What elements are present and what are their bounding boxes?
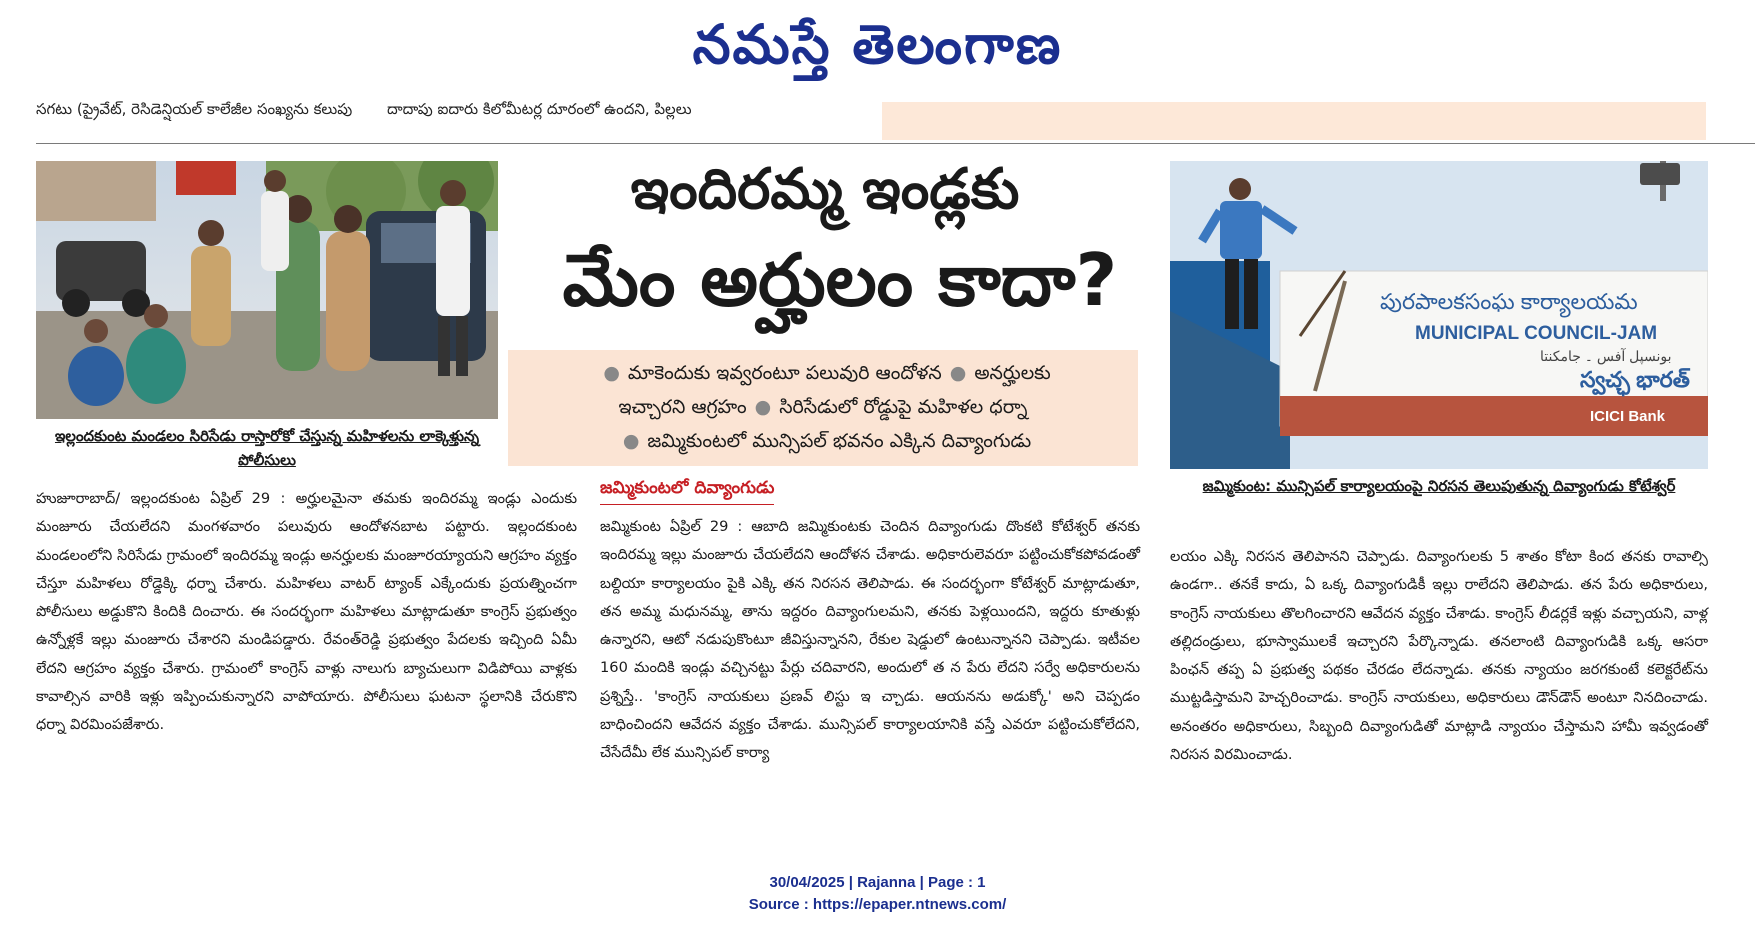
section-divider (36, 143, 1755, 144)
article-text-left: హుజూరాబాద్/ ఇల్లందకుంట ఏప్రిల్ 29 : అర్హులమైనా తమకు ఇందిరమ్మ ఇండ్లు ఎందుకు మంజూరు చేయలేదని మంగళవారం పలువురు ఆందోళనబాట పట్టారు. ఇల్లందకుంట మండలంలోని సిరిసేడు గ్రామంలో ఇందిరమ్మ ఇండ్లు అనర్హులకు మంజూరయ్యాయని ఆగ్రహం వ్యక్తం చేస్తూ మహిళలు రోడ్డెక్కి ధర్నా చేశారు. మహిళలు వాటర్ ట్యాంక్ ఎక్కేందుకు ప్రయత్నించగా పోలీసులు అడ్డుకొని కిందికి దించారు. ఈ సందర్భంగా మహిళలు మాట్లాడుతూ కాంగ్రెస్ ప్రభుత్వం ఉన్నోళ్లకే ఇల్లు మంజూరు చేశారని మండిపడ్డారు. రేవంత్‌రెడ్డి ప్రభుత్వం పేదలకు ఇచ్చింది ఏమీ లేదని ఆగ్రహం వ్యక్తం చేశారు. గ్రామంలో కాంగ్రెస్ వాళ్లు నాలుగు బ్యాచులుగా విడిపోయి వాళ్లకు కావాల్సిన వారికి ఇళ్లు ఇప్పించుకున్నారని వాపోయారు. పోలీసులు ఘటనా స్థలానికి చేరుకొని ధర్నా విరమింపజేశారు. (36, 490, 577, 734)
sign-bank: ICICI Bank (1590, 408, 1666, 425)
top-strip-shade (882, 102, 1706, 140)
footer-date-page: 30/04/2025 | Rajanna | Page : 1 (769, 874, 986, 891)
article-column-right (1170, 543, 1708, 769)
top-strip-right-text: దాదాపు ఐదారు కిలోమీటర్ల దూరంలో ఉందని, పిల్లలు (387, 100, 692, 118)
top-strip-left-text: సగటు (ప్రైవేట్, రెసిడెన్షియల్ కాలేజీల సంఖ్యను కలుపు (36, 100, 353, 118)
highlight-text: మాకెందుకు ఇవ్వరంటూ పలువురి ఆందోళన (627, 362, 942, 384)
bullet-dot-icon: ● (754, 396, 772, 418)
bullet-dot-icon: ● (949, 362, 967, 384)
highlight-text: జమ్మికుంటలో మున్సిపల్ భవనం ఎక్కిన దివ్యాంగుడు (647, 430, 1032, 452)
municipal-photo-caption-text: జమ్మికుంట: మున్సిపల్ కార్యాలయంపై నిరసన తెలుపుతున్న దివ్యాంగుడు కోటేశ్వర్ (1202, 477, 1676, 495)
highlight-line-2 (508, 390, 1138, 424)
sign-telugu: పురపాలకసంఘ కార్యాలయమ (1380, 289, 1638, 314)
highlight-text: అనర్హులకు (974, 362, 1051, 384)
highlight-text: ఇచ్చారని ఆగ్రహం (618, 396, 747, 418)
sign-swachh: స్వచ్ఛ భారత్ (1580, 367, 1690, 392)
highlight-line-3 (508, 424, 1138, 458)
subheading: జమ్మికుంటలో దివ్యాంగుడు (600, 478, 774, 505)
highlight-line-1 (508, 356, 1138, 390)
headline-line-1: ఇందిరమ్మ ఇండ్లకు (630, 157, 1020, 222)
sign-english: MUNICIPAL COUNCIL-JAM (1415, 323, 1658, 344)
top-strip (36, 100, 722, 122)
sign-urdu: بونسپل آفس ۔ جامکنتا (1540, 348, 1672, 364)
bullet-dot-icon: ● (603, 362, 620, 384)
protest-photo-caption (36, 424, 498, 472)
protest-photo (36, 161, 498, 419)
protest-photo-caption-text: ఇల్లందకుంట మండలం సిరిసేడు రాస్తారోకో చేస్తున్న మహిళలను లాక్కెళ్తున్న పోలీసులు (54, 427, 480, 469)
masthead-title: నమస్తే తెలంగాణ (692, 12, 1063, 76)
article-text-middle: జమ్మికుంట ఏప్రిల్ 29 : ఆబాది జమ్మికుంటకు చెందిన దివ్యాంగుడు దొంకటి కోటేశ్వర్ తనకు ఇందిరమ్మ ఇల్లు మంజూరు చేయలేదని ఆందోళన చేశాడు. అధికారులెవరూ పట్టించుకోకపోవడంతో బల్దియా కార్యాలయం పైకి ఎక్కి తన నిరసన తెలిపాడు. ఈ సందర్భంగా కోటేశ్వర్ మాట్లాడుతూ, తన అమ్మ మధునమ్మ, తాను ఇద్దరం దివ్యాంగులమని, తనకు పెళ్లయిందని, ఇద్దరు కూతుళ్లు ఉన్నారని, ఆటో నడుపుకొంటూ జీవిస్తున్నానని, రేకుల షెడ్డులో ఉంటున్నానని చెప్పాడు. ఇటీవల 160 మందికి ఇండ్లు వచ్చినట్టు పేర్లు చదివారని, అందులో త న పేరు లేదని సర్వే అధికారులను ప్రశ్నిస్తే.. 'కాంగ్రెస్ నాయకులు ప్రణవ్ లిస్టు ఇ చ్చాడు. ఆయనను అడుక్కో' అని చెప్పడం బాధించిందని ఆవేదన వ్యక్తం చేశాడు. మున్సిపల్ కార్యాలయానికి వస్తే ఎవరూ పట్టించుకోలేదని, చేసేదేమీ లేక మున్సిపల్ కార్యా (600, 518, 1140, 762)
article-column-middle (600, 513, 1140, 768)
article-column-left (36, 485, 577, 740)
headline-line-2: మేం అర్హులం కాదా? (562, 238, 1118, 322)
municipal-protest-photo (1170, 161, 1708, 469)
bullet-dot-icon: ● (622, 430, 640, 452)
footer-source-link[interactable]: Source : https://epaper.ntnews.com/ (748, 896, 1007, 913)
highlight-text: సిరిసేడులో రోడ్డుపై మహిళల ధర్నా (779, 396, 1028, 418)
highlights-box (508, 350, 1138, 466)
municipal-photo-caption (1170, 474, 1708, 498)
article-text-right: లయం ఎక్కి నిరసన తెలిపానని చెప్పాడు. దివ్యాంగులకు 5 శాతం కోటా కింద తనకు రావాల్సి ఉండగా.. తనకే కాదు, ఏ ఒక్క దివ్యాంగుడికీ ఇల్లు రాలేదని తెలిపాడు. తన పేరు అధికారులు, కాంగ్రెస్ నాయకులు తొలగించారని ఆవేదన వ్యక్తం చేశాడు. కాంగ్రెస్ లీడర్లకే ఇళ్లు వచ్చాయని, వాళ్ల తల్లిదండ్రులు, భూస్వాములకే ఇచ్చారని పేర్కొన్నాడు. తనలాంటి దివ్యాంగుడికి ఒక్క ఆసరా పింఛన్ తప్ప ఏ ప్రభుత్వ పథకం చేరడం లేదన్నాడు. తనకు న్యాయం జరగకుంటే కలెక్టరేట్‌ను ముట్టడిస్తామని హెచ్చరించాడు. కాంగ్రెస్ నాయకులు, అధికారులు డౌన్‌డౌన్ అంటూ నినదించాడు. అనంతరం అధికారులు, సిబ్బంది దివ్యాంగుడితో మాట్లాడి న్యాయం చేస్తామని హామీ ఇవ్వడంతో నిరసన విరమించాడు. (1170, 548, 1708, 764)
